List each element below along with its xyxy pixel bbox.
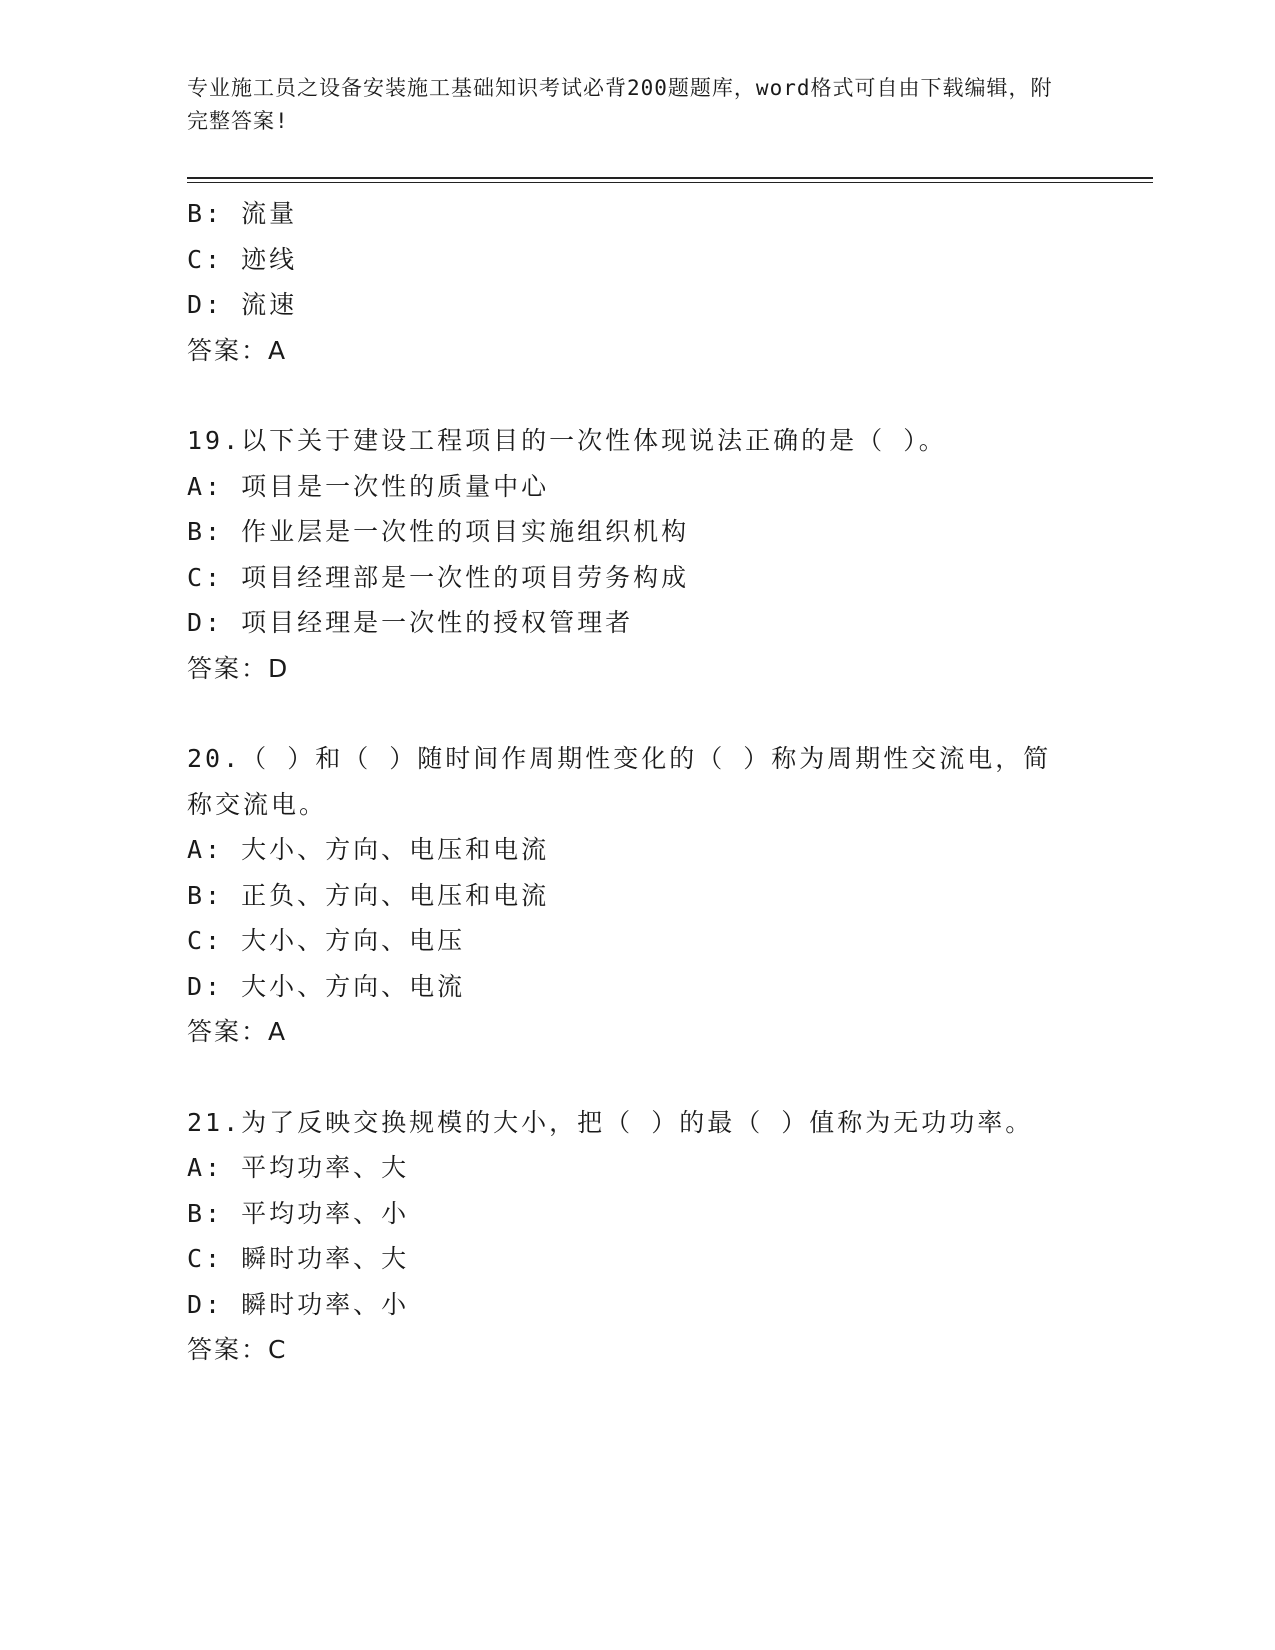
question-stem: 19.以下关于建设工程项目的一次性体现说法正确的是（ ）。	[187, 426, 947, 455]
option-a: A: 大小、方向、电压和电流	[187, 835, 550, 864]
document-title: 专业施工员之设备安装施工基础知识考试必背200题题库，word格式可自由下载编辑，附完整答案!	[187, 76, 1053, 133]
option-d: D: 大小、方向、电流	[187, 971, 466, 1001]
page-header	[187, 72, 1067, 138]
answer-line: 答案：A	[187, 335, 288, 365]
option-c: C: 项目经理部是一次性的项目劳务构成	[187, 562, 690, 592]
option-a: A: 项目是一次性的质量中心	[187, 471, 550, 501]
option-b: B: 作业层是一次性的项目实施组织机构	[187, 517, 690, 546]
option-b: B: 流量	[187, 199, 298, 228]
option-c: C: 瞬时功率、大	[187, 1244, 410, 1273]
carry-over-block	[187, 191, 1067, 373]
answer-line: 答案：D	[187, 653, 290, 683]
question-21	[187, 1100, 1067, 1373]
question-20	[187, 736, 1067, 1055]
option-b: B: 平均功率、小	[187, 1198, 410, 1228]
spacer	[187, 691, 1067, 736]
question-19	[187, 418, 1067, 691]
question-stem: 21.为了反映交换规模的大小，把（ ）的最（ ）值称为无功功率。	[187, 1107, 1034, 1137]
answer-line: 答案：A	[187, 1017, 288, 1046]
option-a: A: 平均功率、大	[187, 1153, 410, 1182]
question-list	[187, 191, 1067, 1373]
question-stem: 20.（ ）和（ ）随时间作周期性变化的（ ）称为周期性交流电，简称交流电。	[187, 744, 1052, 819]
header-divider-thin	[187, 182, 1153, 183]
option-d: D: 项目经理是一次性的授权管理者	[187, 608, 634, 637]
answer-line: 答案：C	[187, 1335, 288, 1364]
option-b: B: 正负、方向、电压和电流	[187, 880, 550, 910]
spacer	[187, 1055, 1067, 1100]
header-divider-thick	[187, 177, 1153, 179]
option-d: D: 瞬时功率、小	[187, 1289, 410, 1319]
option-c: C: 迹线	[187, 244, 298, 274]
option-d: D: 流速	[187, 290, 298, 319]
spacer	[187, 373, 1067, 418]
option-c: C: 大小、方向、电压	[187, 926, 466, 955]
